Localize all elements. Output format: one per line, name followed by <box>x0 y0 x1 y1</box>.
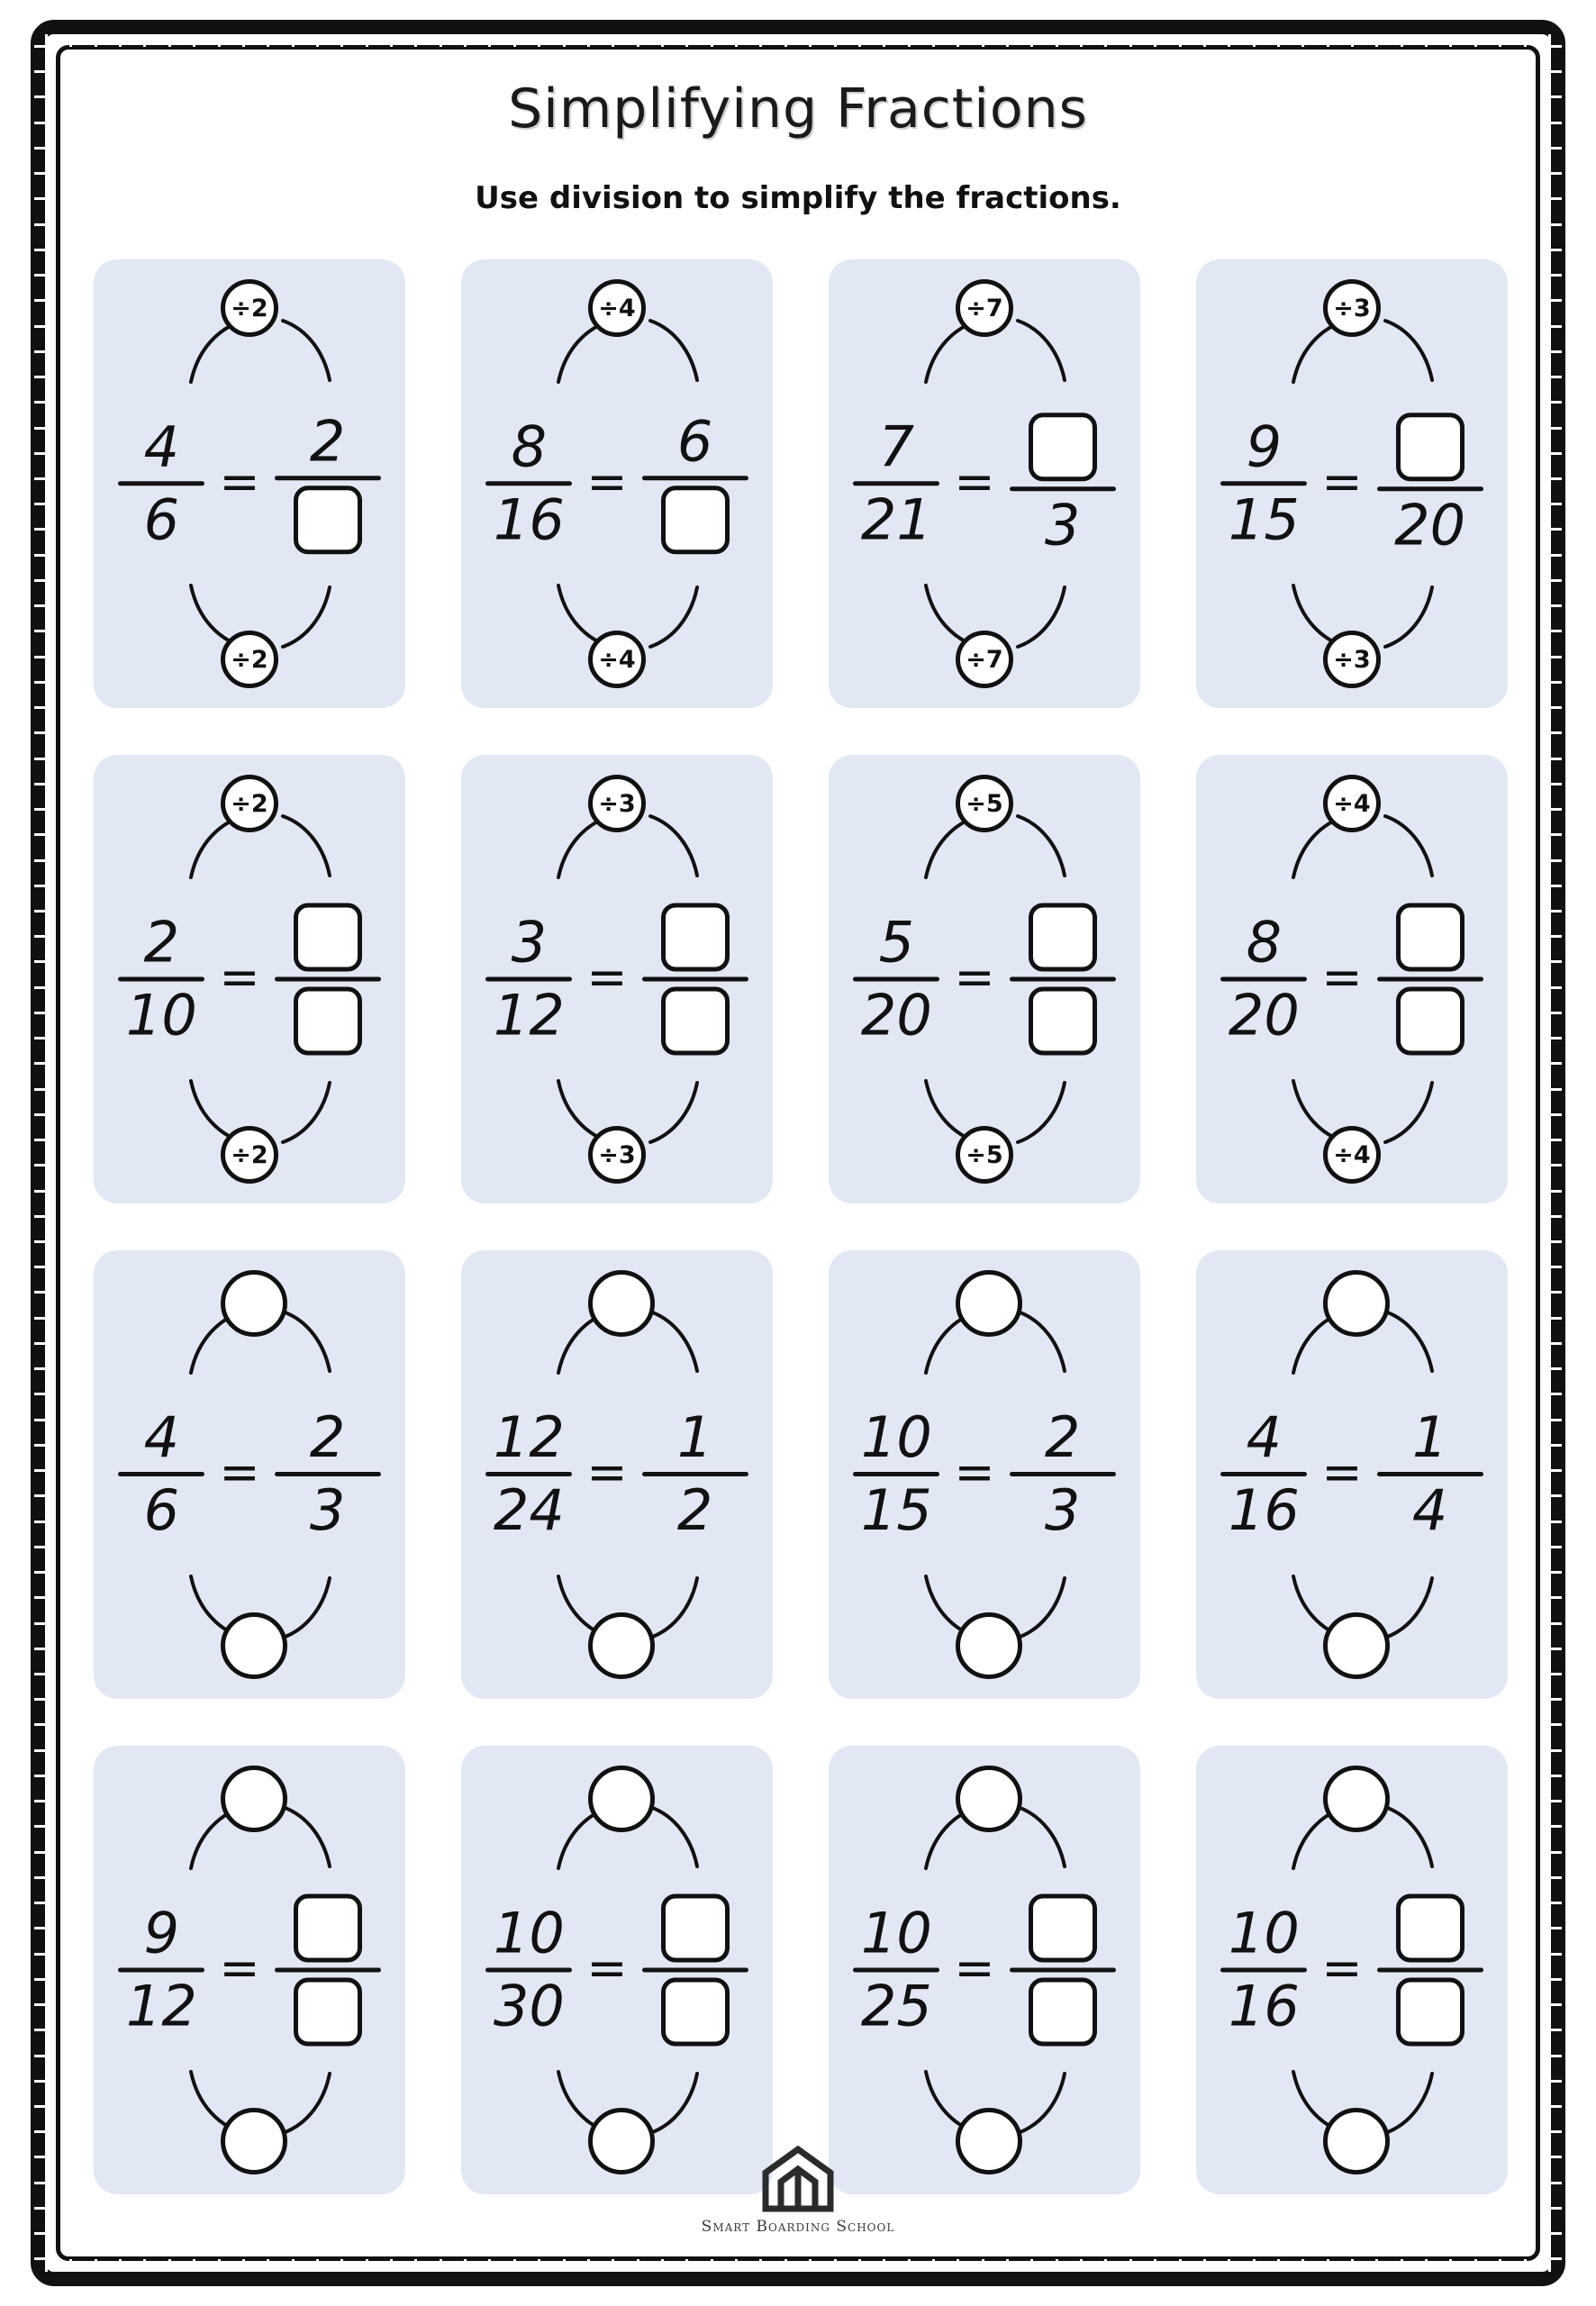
source-numerator: 10 <box>860 1900 932 1966</box>
fraction-bar <box>485 1968 572 1973</box>
equals-sign: = <box>219 1939 260 1997</box>
answer-fraction <box>642 1894 748 2047</box>
source-fraction <box>853 413 939 553</box>
fraction-equation <box>94 903 405 1056</box>
answer-fraction <box>642 408 748 554</box>
answer-fraction <box>275 1404 381 1544</box>
fraction-bar <box>853 977 939 982</box>
equals-sign: = <box>954 1939 995 1997</box>
answer-fraction <box>1377 1404 1483 1544</box>
problem-card <box>1196 755 1508 1203</box>
answer-numerator: 1 <box>1411 1404 1448 1471</box>
fraction-equation <box>461 1404 773 1544</box>
problem-card <box>94 259 405 708</box>
fraction-bar <box>1010 1968 1116 1973</box>
equals-sign: = <box>1321 1444 1363 1502</box>
fraction-bar <box>1377 486 1483 491</box>
fraction-equation <box>1196 1404 1508 1544</box>
answer-fraction <box>275 1894 381 2047</box>
divisor-bubble-top[interactable] <box>956 1270 1022 1337</box>
divisor-bubble-bottom[interactable]: ÷5 <box>956 1126 1013 1184</box>
fraction-equation <box>94 1404 405 1544</box>
source-numerator: 12 <box>493 1404 565 1471</box>
fraction-bar <box>642 477 748 481</box>
source-fraction <box>1220 1404 1307 1544</box>
fraction-equation <box>1196 413 1508 558</box>
answer-fraction <box>642 1404 748 1544</box>
equals-sign: = <box>219 1444 260 1502</box>
source-fraction <box>853 909 939 1049</box>
source-denominator: 15 <box>860 1477 932 1544</box>
fraction-bar <box>642 1968 748 1973</box>
divisor-bubble-top[interactable] <box>956 1766 1022 1832</box>
source-fraction <box>1220 1900 1307 2039</box>
source-fraction <box>118 413 204 553</box>
fraction-bar <box>118 1968 204 1973</box>
answer-denominator-input[interactable] <box>1029 987 1097 1056</box>
source-fraction <box>485 909 572 1049</box>
divisor-bubble-bottom[interactable] <box>956 1612 1022 1679</box>
fraction-equation <box>1196 1894 1508 2047</box>
divisor-bubble-top[interactable] <box>221 1270 287 1337</box>
source-denominator: 16 <box>493 486 565 553</box>
answer-denominator-input[interactable] <box>1396 987 1465 1056</box>
problem-card <box>461 1746 773 2194</box>
source-fraction <box>118 1404 204 1544</box>
fraction-bar <box>485 482 572 486</box>
answer-numerator-input[interactable] <box>1029 1894 1097 1963</box>
source-numerator: 4 <box>143 413 180 480</box>
source-fraction <box>1220 909 1307 1049</box>
answer-numerator: 2 <box>309 1404 346 1471</box>
fraction-bar <box>275 1473 381 1477</box>
fraction-equation <box>94 1894 405 2047</box>
divisor-bubble-top[interactable]: ÷7 <box>956 279 1013 337</box>
divisor-bubble-top[interactable] <box>1323 1270 1390 1337</box>
answer-fraction <box>1010 1894 1116 2047</box>
divisor-bubble-top[interactable] <box>588 1270 655 1337</box>
equals-sign: = <box>586 1444 628 1502</box>
source-denominator: 16 <box>1228 1973 1300 2039</box>
divisor-bubble-bottom[interactable] <box>588 1612 655 1679</box>
problem-card <box>461 1250 773 1699</box>
divisor-bubble-bottom[interactable]: ÷2 <box>221 631 278 688</box>
fraction-bar <box>275 1968 381 1973</box>
answer-fraction <box>275 903 381 1056</box>
answer-denominator: 4 <box>1411 1477 1448 1544</box>
fraction-bar <box>485 1473 572 1477</box>
equals-sign: = <box>586 1939 628 1997</box>
source-denominator: 30 <box>493 1973 565 2039</box>
divisor-bubble-top[interactable]: ÷4 <box>1323 775 1381 832</box>
source-denominator: 20 <box>1228 982 1300 1049</box>
fraction-bar <box>275 977 381 982</box>
source-fraction <box>853 1404 939 1544</box>
problem-card <box>829 259 1140 708</box>
source-numerator: 8 <box>511 413 548 480</box>
source-numerator: 4 <box>1246 1404 1283 1471</box>
answer-denominator-input[interactable] <box>1396 1978 1465 2047</box>
answer-numerator-input[interactable] <box>294 903 362 972</box>
problem-card <box>1196 1746 1508 2194</box>
fraction-bar <box>1220 977 1307 982</box>
answer-numerator: 6 <box>676 408 713 475</box>
problem-card <box>94 1746 405 2194</box>
answer-numerator-input[interactable] <box>1029 903 1097 972</box>
fraction-equation <box>829 1404 1140 1544</box>
answer-numerator-input[interactable] <box>294 1894 362 1963</box>
page-title: Simplifying Fractions <box>508 77 1088 141</box>
fraction-bar <box>853 482 939 486</box>
source-denominator: 10 <box>125 982 197 1049</box>
fraction-bar <box>1377 1968 1483 1973</box>
equals-sign: = <box>954 949 995 1006</box>
equals-sign: = <box>1321 453 1363 511</box>
fraction-bar <box>1220 482 1307 486</box>
fraction-bar <box>1220 1473 1307 1477</box>
answer-denominator: 3 <box>1044 492 1081 558</box>
fraction-equation <box>829 903 1140 1056</box>
fraction-equation <box>461 408 773 554</box>
source-fraction <box>485 1900 572 2039</box>
source-denominator: 20 <box>860 982 932 1049</box>
fraction-bar <box>118 482 204 486</box>
answer-numerator: 1 <box>676 1404 713 1471</box>
divisor-bubble-top[interactable] <box>588 1766 655 1832</box>
answer-fraction <box>1010 1404 1116 1544</box>
answer-numerator-input[interactable] <box>1396 413 1465 481</box>
source-fraction <box>853 1900 939 2039</box>
source-numerator: 10 <box>1228 1900 1300 1966</box>
divisor-bubble-bottom[interactable] <box>221 1612 287 1679</box>
source-numerator: 10 <box>860 1404 932 1471</box>
problem-card <box>1196 259 1508 708</box>
divisor-bubble-top[interactable]: ÷2 <box>221 279 278 337</box>
fraction-bar <box>1220 1968 1307 1973</box>
equals-sign: = <box>586 949 628 1006</box>
fraction-equation <box>461 903 773 1056</box>
equals-sign: = <box>586 453 628 511</box>
fraction-equation <box>461 1894 773 2047</box>
divisor-bubble-top[interactable]: ÷2 <box>221 775 278 832</box>
source-denominator: 6 <box>143 1477 180 1544</box>
equals-sign: = <box>954 1444 995 1502</box>
answer-fraction <box>1377 903 1483 1056</box>
fraction-equation <box>94 408 405 554</box>
divisor-bubble-top[interactable]: ÷3 <box>1323 279 1381 337</box>
answer-numerator-input[interactable] <box>1396 903 1465 972</box>
problem-card <box>829 1250 1140 1699</box>
fraction-equation <box>829 1894 1140 2047</box>
source-numerator: 4 <box>143 1404 180 1471</box>
divisor-bubble-top[interactable]: ÷4 <box>588 279 646 337</box>
source-fraction <box>485 1404 572 1544</box>
problem-grid <box>94 259 1504 2194</box>
problem-card <box>461 259 773 708</box>
answer-denominator-input[interactable] <box>294 486 362 555</box>
fraction-bar <box>642 1473 748 1477</box>
divisor-bubble-bottom[interactable]: ÷7 <box>956 631 1013 688</box>
answer-denominator-input[interactable] <box>661 1978 730 2047</box>
answer-fraction <box>1377 1894 1483 2047</box>
answer-denominator-input[interactable] <box>1029 1978 1097 2047</box>
divisor-bubble-top[interactable]: ÷5 <box>956 775 1013 832</box>
equals-sign: = <box>1321 949 1363 1006</box>
answer-denominator-input[interactable] <box>661 486 730 555</box>
source-denominator: 16 <box>1228 1477 1300 1544</box>
source-denominator: 12 <box>493 982 565 1049</box>
source-numerator: 3 <box>511 909 548 976</box>
equals-sign: = <box>954 453 995 511</box>
answer-numerator-input[interactable] <box>661 1894 730 1963</box>
source-denominator: 21 <box>860 486 932 553</box>
source-fraction <box>118 1900 204 2039</box>
problem-card <box>829 755 1140 1203</box>
footer <box>0 2146 1596 2236</box>
source-fraction <box>485 413 572 553</box>
fraction-bar <box>1010 977 1116 982</box>
answer-denominator-input[interactable] <box>294 1978 362 2047</box>
problem-card <box>829 1746 1140 2194</box>
problem-card <box>1196 1250 1508 1699</box>
fraction-equation <box>1196 903 1508 1056</box>
answer-fraction <box>1010 903 1116 1056</box>
divisor-bubble-bottom[interactable]: ÷4 <box>1323 1126 1381 1184</box>
source-denominator: 15 <box>1228 486 1300 553</box>
divisor-bubble-bottom[interactable] <box>1323 1612 1390 1679</box>
divisor-bubble-top[interactable] <box>1323 1766 1390 1832</box>
source-fraction <box>118 909 204 1049</box>
fraction-bar <box>485 977 572 982</box>
fraction-bar <box>1010 486 1116 491</box>
source-fraction <box>1220 413 1307 553</box>
answer-denominator-input[interactable] <box>661 987 730 1056</box>
source-denominator: 12 <box>125 1973 197 2039</box>
problem-card <box>94 1250 405 1699</box>
fraction-bar <box>1377 977 1483 982</box>
answer-fraction <box>642 903 748 1056</box>
problem-card <box>461 755 773 1203</box>
fraction-equation <box>829 413 1140 558</box>
house-logo-icon <box>757 2146 839 2212</box>
answer-numerator: 2 <box>309 408 346 475</box>
answer-denominator-input[interactable] <box>294 987 362 1056</box>
divisor-bubble-top[interactable]: ÷3 <box>588 775 646 832</box>
source-numerator: 8 <box>1246 909 1283 976</box>
answer-fraction <box>1010 413 1116 558</box>
footer-brand: Smart Boarding School <box>701 2218 895 2236</box>
fraction-bar <box>1377 1473 1483 1477</box>
answer-numerator-input[interactable] <box>1029 413 1097 481</box>
answer-denominator: 20 <box>1394 492 1466 558</box>
fraction-bar <box>118 977 204 982</box>
source-numerator: 9 <box>1246 413 1283 480</box>
fraction-bar <box>853 1968 939 1973</box>
equals-sign: = <box>1321 1939 1363 1997</box>
divisor-bubble-top[interactable] <box>221 1766 287 1832</box>
fraction-bar <box>118 1473 204 1477</box>
answer-fraction <box>275 408 381 554</box>
answer-denominator: 3 <box>1044 1477 1081 1544</box>
source-denominator: 6 <box>143 486 180 553</box>
answer-fraction <box>1377 413 1483 558</box>
answer-denominator: 2 <box>676 1477 713 1544</box>
divisor-bubble-bottom[interactable]: ÷3 <box>588 1126 646 1184</box>
answer-denominator: 3 <box>309 1477 346 1544</box>
source-denominator: 24 <box>493 1477 565 1544</box>
source-denominator: 25 <box>860 1973 932 2039</box>
divisor-bubble-bottom[interactable]: ÷4 <box>588 631 646 688</box>
fraction-bar <box>853 1473 939 1477</box>
source-numerator: 7 <box>878 413 915 480</box>
source-numerator: 5 <box>878 909 915 976</box>
fraction-bar <box>642 977 748 982</box>
divisor-bubble-bottom[interactable]: ÷3 <box>1323 631 1381 688</box>
divisor-bubble-bottom[interactable]: ÷2 <box>221 1126 278 1184</box>
source-numerator: 9 <box>143 1900 180 1966</box>
answer-numerator-input[interactable] <box>1396 1894 1465 1963</box>
equals-sign: = <box>219 949 260 1006</box>
fraction-bar <box>1010 1473 1116 1477</box>
source-numerator: 2 <box>143 909 180 976</box>
problem-card <box>94 755 405 1203</box>
source-numerator: 10 <box>493 1900 565 1966</box>
answer-numerator: 2 <box>1044 1404 1081 1471</box>
answer-numerator-input[interactable] <box>661 903 730 972</box>
page-subtitle: Use division to simplify the fractions. <box>475 180 1121 216</box>
fraction-bar <box>275 477 381 481</box>
equals-sign: = <box>219 453 260 511</box>
